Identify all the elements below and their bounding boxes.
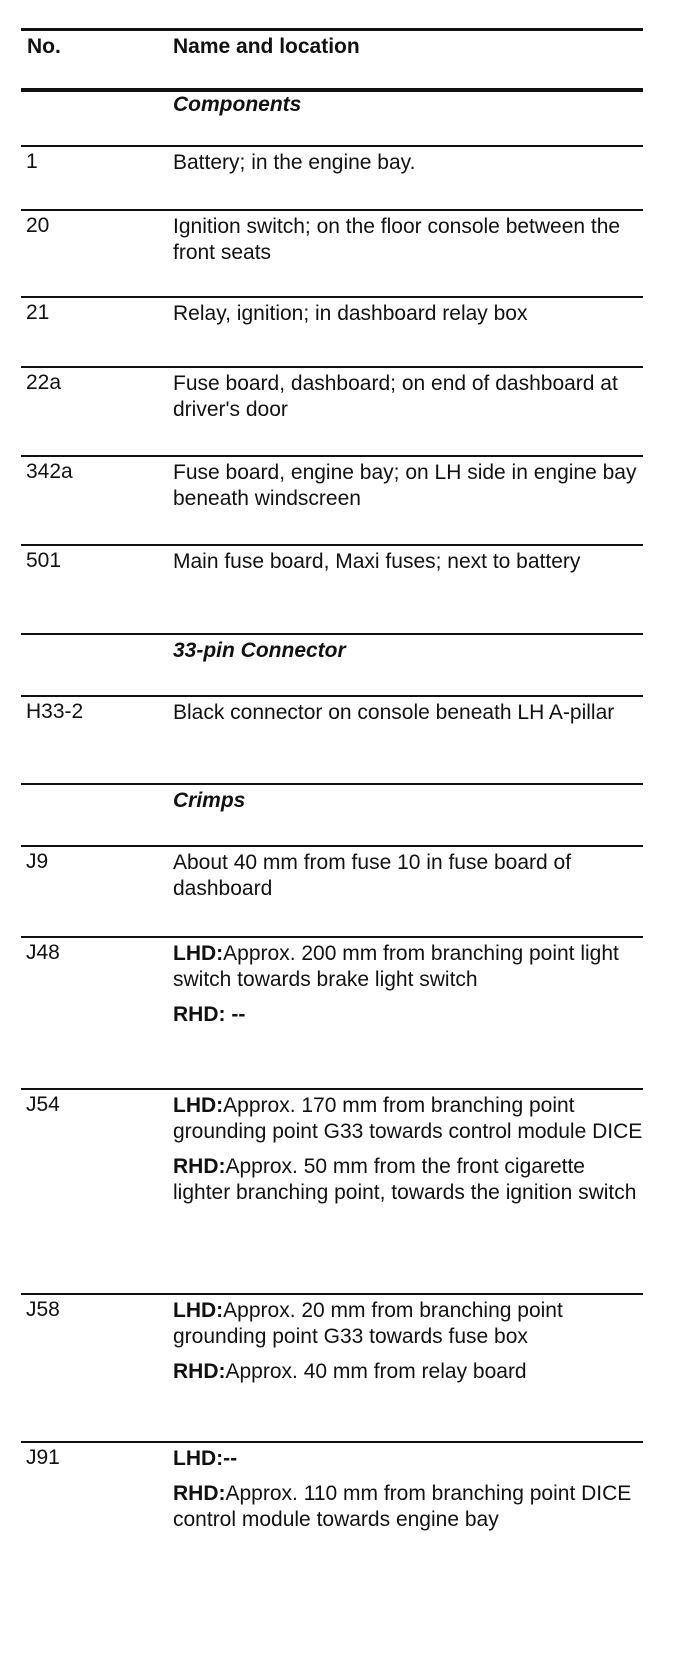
table-row [21, 936, 643, 1088]
section-title: Components [173, 93, 302, 116]
header-no: No. [27, 35, 61, 58]
row-location: Relay, ignition; in dashboard relay box [173, 302, 528, 325]
rhd-label: RHD: [173, 1155, 226, 1178]
rhd-text: -- [231, 1003, 246, 1026]
section-row-connector [21, 633, 643, 695]
row-location: About 40 mm from fuse 10 in fuse board of dashboard [173, 851, 572, 900]
rhd-text: Approx. 40 mm from relay board [225, 1360, 527, 1383]
row-location [173, 1446, 643, 1533]
rhd-note [173, 1359, 643, 1385]
lhd-label: LHD: [173, 1299, 224, 1322]
section-row-components [21, 88, 643, 145]
table-row [21, 1441, 643, 1593]
table-row [21, 145, 643, 209]
section-title: Crimps [173, 789, 246, 812]
table-row [21, 544, 643, 633]
row-number: J48 [26, 941, 60, 964]
row-number: 21 [26, 301, 50, 324]
row-location: Fuse board, engine bay; on LH side in engine bay beneath windscreen [173, 461, 637, 510]
row-location: Ignition switch; on the floor console between the front seats [173, 215, 621, 264]
table-row [21, 366, 643, 455]
lhd-text: -- [223, 1447, 238, 1470]
row-location [173, 941, 643, 1028]
row-location: Fuse board, dashboard; on end of dashboard at driver's door [173, 372, 618, 421]
lhd-note [173, 1093, 643, 1145]
rhd-label: RHD: [173, 1360, 226, 1383]
table-row [21, 455, 643, 544]
lhd-label: LHD: [173, 942, 224, 965]
rhd-label: RHD: [173, 1003, 226, 1026]
row-number: J58 [26, 1298, 60, 1321]
header-name-and-location: Name and location [173, 35, 360, 58]
lhd-text: Approx. 170 mm from branching point grounding point G33 towards control module DICE [173, 1094, 643, 1143]
row-location: Black connector on console beneath LH A-pillar [173, 701, 615, 724]
row-location [173, 1298, 643, 1385]
lhd-text: Approx. 200 mm from branching point light switch towards brake light switch [173, 942, 619, 991]
rhd-note [173, 1154, 643, 1206]
row-number: J91 [26, 1446, 60, 1469]
lhd-note [173, 941, 643, 993]
rhd-text: Approx. 50 mm from the front cigarette lighter branching point, towards the ignition switch [173, 1155, 637, 1204]
table-row [21, 209, 643, 296]
row-location [173, 1093, 643, 1206]
row-location: Main fuse board, Maxi fuses; next to battery [173, 550, 581, 573]
row-location: Battery; in the engine bay. [173, 151, 416, 174]
lhd-note [173, 1298, 643, 1350]
table-row [21, 1293, 643, 1441]
lhd-text: Approx. 20 mm from branching point grounding point G33 towards fuse box [173, 1299, 563, 1348]
row-number: H33-2 [26, 700, 84, 723]
table-row [21, 1088, 643, 1293]
row-number: 20 [26, 214, 50, 237]
rhd-note [173, 1481, 643, 1533]
rhd-text: Approx. 110 mm from branching point DICE control module towards engine bay [173, 1482, 632, 1531]
lhd-note [173, 1446, 643, 1472]
row-number: J9 [26, 850, 49, 873]
rhd-note [173, 1002, 643, 1028]
table-row [21, 845, 643, 936]
section-title: 33-pin Connector [173, 639, 346, 662]
lhd-label: LHD: [173, 1447, 224, 1470]
table-row [21, 296, 643, 366]
parts-location-table [21, 0, 643, 1593]
section-row-crimps [21, 783, 643, 845]
table-row [21, 695, 643, 783]
row-number: 501 [26, 549, 62, 572]
lhd-label: LHD: [173, 1094, 224, 1117]
row-number: J54 [26, 1093, 60, 1116]
row-number: 1 [26, 150, 38, 173]
rhd-label: RHD: [173, 1482, 226, 1505]
row-number: 342a [26, 460, 73, 483]
row-number: 22a [26, 371, 62, 394]
